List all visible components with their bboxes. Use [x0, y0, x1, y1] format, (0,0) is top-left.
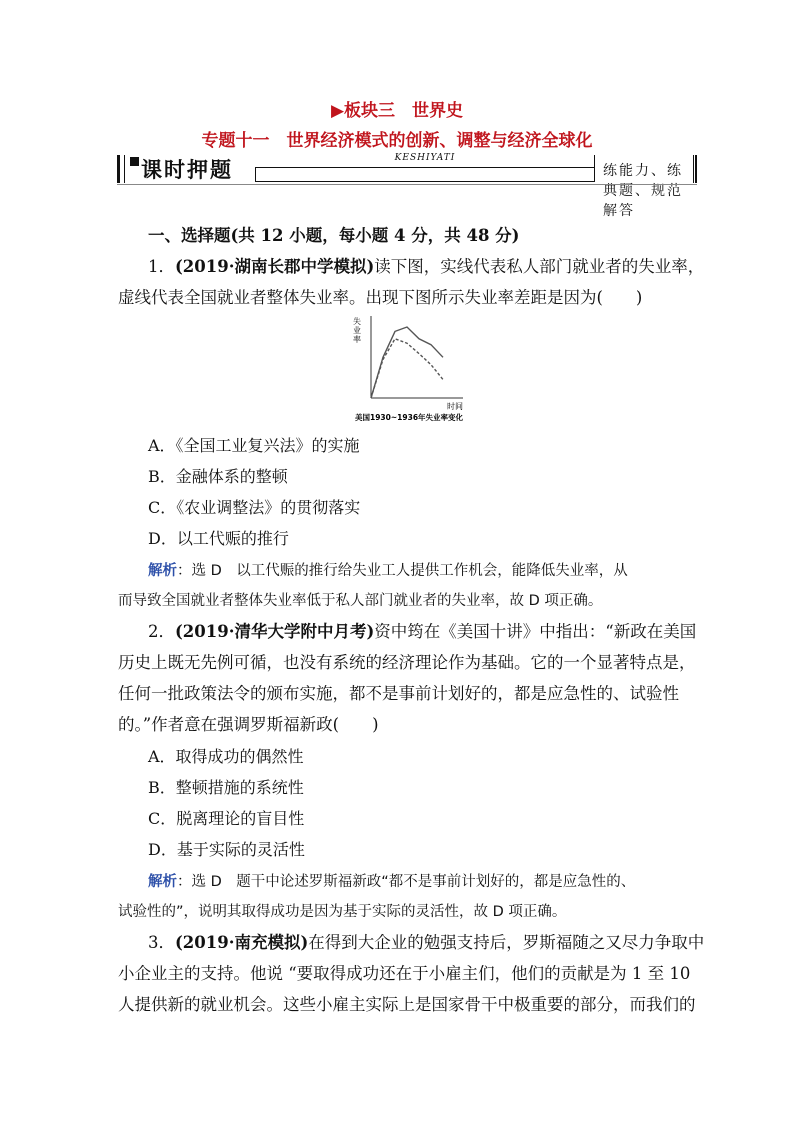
series-dashed-line [371, 339, 443, 398]
q2-line-4: 的。”作者意在强调罗斯福新政( ) [118, 715, 379, 734]
q1-option-c: C．《农业调整法》的贯彻落实 [148, 498, 361, 517]
q3-number: 3． [148, 933, 175, 952]
q3-line-3: 人提供新的就业机会。这些小雇主实际上是国家骨干中极重要的部分，而我们的 [118, 995, 696, 1014]
q1-line-2: 虚线代表全国就业者整体失业率。出现下图所示失业率差距是因为( ) [118, 288, 643, 307]
q2-explanation-line-2: 试验性的”，说明其取得成功是因为基于实际的灵活性，故 D 项正确。 [118, 904, 567, 920]
q1-explanation-text-1: ：选 D 以工代赈的推行给失业工人提供工作机会，能降低失业率，从 [177, 563, 628, 579]
y-axis-label-2: 业 [353, 326, 361, 335]
q2-text-1: 资中筠在《美国十讲》中指出：“新政在美国 [374, 622, 697, 641]
q2-number: 2． [148, 622, 175, 641]
q2-explanation-label: 解析 [148, 874, 177, 890]
section-heading: 一、选择题(共 12 小题，每小题 4 分，共 48 分) [148, 226, 520, 245]
topic-title: 专题十一 世界经济模式的创新、调整与经济全球化 [201, 131, 593, 151]
banner-pinyin: KESHIYATI [394, 153, 456, 163]
q2-option-d: D．基于实际的灵活性 [148, 840, 305, 859]
figure-caption: 美国1930~1936年失业率变化 [355, 413, 464, 422]
unemployment-chart [351, 314, 479, 422]
x-axis-label: 时间 [447, 402, 463, 411]
banner-bars-left [117, 155, 125, 183]
banner-rule [117, 184, 697, 185]
y-axis-label-1: 失 [353, 317, 361, 326]
q3-source: (2019·南充模拟) [175, 933, 309, 952]
banner-square-icon [130, 157, 139, 166]
q2-option-b: B．整顿措施的系统性 [148, 778, 304, 797]
banner-middle [255, 155, 595, 181]
q1-text-1: 读下图，实线代表私人部门就业者的失业率， [374, 257, 705, 276]
banner-tag: 练能力、练典题、规范解答 [603, 163, 683, 219]
q3-line-1 [148, 933, 704, 953]
q3-line-2: 小企业主的支持。他说 “要取得成功还在于小雇主们，他们的贡献是为 1 至 10 [118, 964, 691, 983]
banner-bars-right [693, 155, 697, 183]
q2-line-2: 历史上既无先例可循，也没有系统的经济理论作为基础。它的一个显著特点是， [118, 653, 696, 672]
q2-line-1 [148, 622, 696, 642]
q3-text-1: 在得到大企业的勉强支持后，罗斯福随之又尽力争取中 [308, 933, 705, 952]
q1-source: (2019·湖南长郡中学模拟) [175, 257, 375, 276]
y-axis-label-3: 率 [353, 335, 361, 344]
block-title: ▶板块三 世界史 [330, 101, 464, 121]
q1-option-d: D．以工代赈的推行 [148, 529, 289, 548]
q2-option-c: C．脱离理论的盲目性 [148, 809, 305, 828]
q2-explanation-line-1 [148, 872, 635, 892]
q1-number: 1． [148, 257, 175, 276]
q1-explanation-label: 解析 [148, 563, 177, 579]
unemployment-figure [351, 314, 479, 422]
q2-line-3: 任何一批政策法令的颁布实施，都不是事前计划好的，都是应急性的、试验性 [118, 684, 679, 703]
section-banner [117, 153, 697, 219]
q2-option-a: A．取得成功的偶然性 [148, 747, 304, 766]
q1-option-a: A．《全国工业复兴法》的实施 [148, 436, 360, 455]
q1-explanation-line-1 [148, 561, 628, 581]
q1-line-1 [148, 257, 704, 277]
q2-source: (2019·清华大学附中月考) [175, 622, 375, 641]
banner-label: 课时押题 [141, 157, 233, 182]
q1-explanation-line-2: 而导致全国就业者整体失业率低于私人部门就业者的失业率，故 D 项正确。 [118, 593, 603, 609]
q2-explanation-text-1: ：选 D 题干中论述罗斯福新政“都不是事前计划好的，都是应急性的、 [177, 874, 636, 890]
q1-option-b: B．金融体系的整顿 [148, 467, 288, 486]
